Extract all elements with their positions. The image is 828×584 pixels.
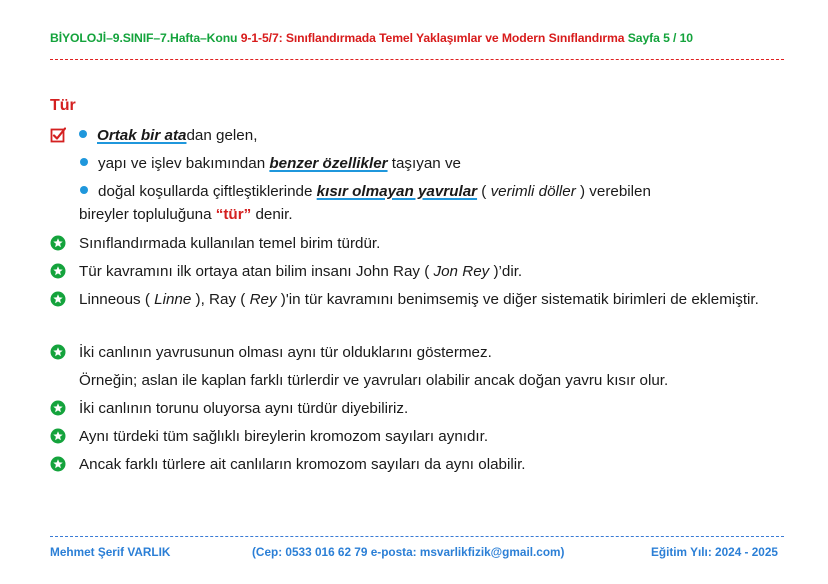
circle-star-icon	[50, 263, 66, 279]
header-topic: 9-1-5/7: Sınıflandırmada Temel Yaklaşımlar ve Modern Sınıflandırma	[240, 31, 625, 45]
bullet-dot	[79, 130, 87, 138]
emphasis-similar-traits: benzer özellikler	[269, 155, 388, 172]
circle-star-icon	[50, 344, 66, 360]
header-divider	[50, 59, 784, 60]
definition-line-3: doğal koşullarda çiftleştiklerinde kısır olmayan yavrular ( verimli döller ) verebilen	[80, 180, 790, 203]
circle-star-icon	[50, 291, 66, 307]
section-title: Tür	[50, 97, 76, 114]
checked-box-icon	[50, 127, 66, 143]
footer-divider	[50, 536, 784, 537]
footer-year: Eğitim Yılı: 2024 - 2025	[651, 545, 778, 559]
definition-line-4: bireyler topluluğuna “tür” denir.	[79, 206, 293, 223]
fact-example: Örneğin; aslan ile kaplan farklı türlerdir ve yavruları olabilir ancak doğan yavru kısır olur.	[79, 372, 669, 389]
footer-author: Mehmet Şerif VARLIK	[50, 545, 171, 559]
emphasis-fertile-offspring: kısır olmayan yavrular	[316, 183, 478, 200]
bullet-dot	[80, 186, 88, 194]
header-page-number: Sayfa 5 / 10	[624, 31, 693, 45]
page-header	[50, 31, 784, 45]
header-course: BİYOLOJİ–9.SINIF–7.Hafta–Konu	[50, 31, 241, 45]
term-species: “tür”	[215, 206, 252, 223]
circle-star-icon	[50, 428, 66, 444]
footer-contact: (Cep: 0533 016 62 79 e-posta: msvarlikfizik@gmail.com)	[252, 545, 565, 559]
emphasis-common-ancestor: Ortak bir ata	[97, 127, 187, 144]
definition-line-2: yapı ve işlev bakımından benzer özellikler taşıyan ve	[80, 152, 790, 175]
bullet-dot	[80, 158, 88, 166]
circle-star-icon	[50, 456, 66, 472]
circle-star-icon	[50, 400, 66, 416]
circle-star-icon	[50, 235, 66, 251]
